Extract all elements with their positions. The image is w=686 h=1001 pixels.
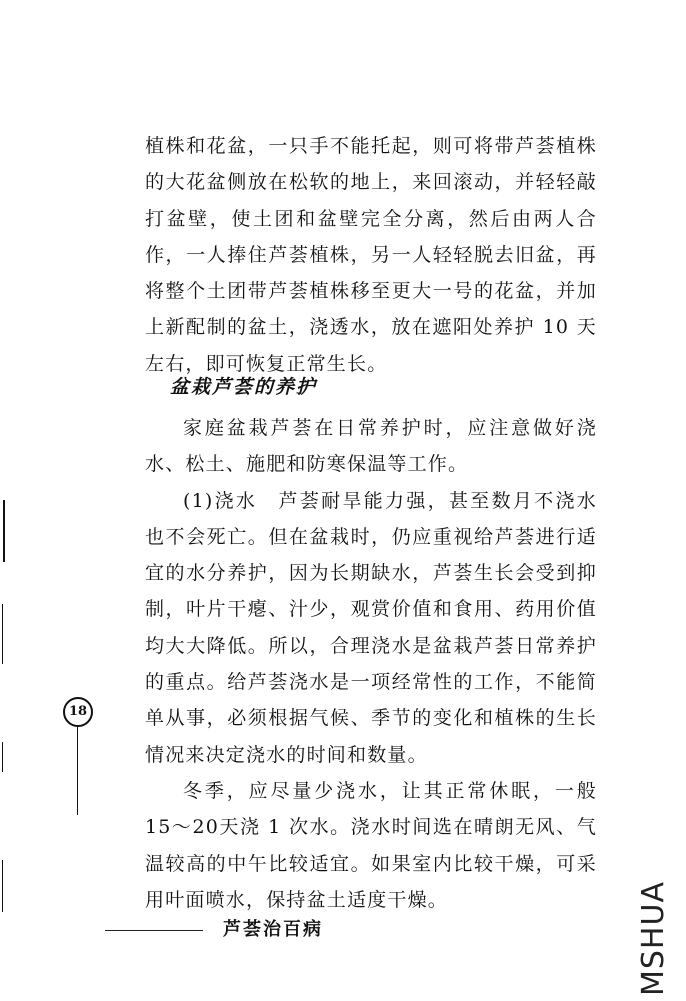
paragraph-continued: 植株和花盆，一只手不能托起，则可将带芦荟植株的大花盆侧放在松软的地上，来回滚动，并轻轻敲打盆壁，使土团和盆壁完全分离，然后由两人合作，一人捧住芦荟植株，另一人轻轻脱去旧盆，再将整个土团带芦荟植株移至更大一号的花盆，并加上新配制的盆土，浇透水，放在遮阳处养护 10 天左右，即可恢复正常生长。 <box>145 135 597 375</box>
page-number: 18 <box>63 697 93 727</box>
margin-mark <box>2 860 3 912</box>
watermark: MSHUA <box>636 881 671 996</box>
margin-mark <box>2 604 3 664</box>
bottom-text-block <box>145 410 597 918</box>
section-heading: 盆栽芦荟的养护 <box>170 376 318 398</box>
top-text-block <box>145 128 597 382</box>
paragraph-winter: 冬季，应尽量少浇水，让其正常休眠，一般 15～20天浇 1 次水。浇水时间选在晴朗无风、气温较高的中午比较适宜。如果室内比较干燥，可采用叶面喷水，保持盆土适度干燥。 <box>145 779 597 911</box>
footer-rule <box>105 930 203 931</box>
page-number-stem <box>77 727 78 815</box>
footer-book-title: 芦荟治百病 <box>223 919 323 940</box>
paragraph-watering: (1)浇水 芦荟耐旱能力强，甚至数月不浇水也不会死亡。但在盆栽时，仍应重视给芦荟进行适宜的水分养护，因为长期缺水，芦荟生长会受到抑制，叶片干瘪、汁少，观赏价值和食用、药用价值均大大降低。所以，合理浇水是盆栽芦荟日常养护的重点。给芦荟浇水是一项经常性的工作，不能简单从事，必须根据气候、季节的变化和植株的生长情况来决定浇水的时间和数量。 <box>145 489 597 766</box>
margin-mark <box>2 742 3 772</box>
paragraph-intro: 家庭盆栽芦荟在日常养护时，应注意做好浇水、松土、施肥和防寒保温等工作。 <box>145 417 597 476</box>
margin-mark <box>3 500 5 562</box>
